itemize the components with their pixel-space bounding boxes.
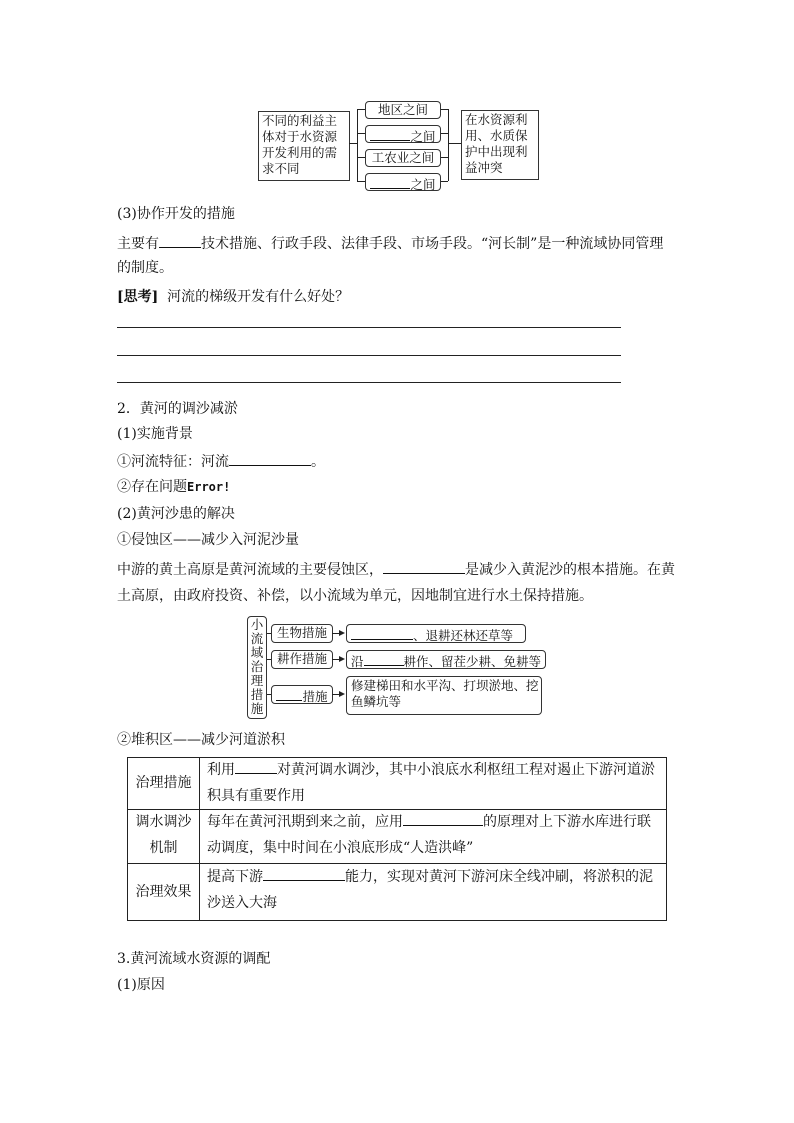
answer-line [117, 355, 621, 356]
think-question [117, 288, 349, 306]
diagram1-connector [440, 133, 448, 134]
fill-blank [159, 233, 201, 248]
think-text: 河流的梯级开发有什么好处？ [167, 289, 350, 305]
diagram1-connector [440, 181, 448, 182]
diagram1-connector [440, 109, 448, 110]
vertical-char: 流 [250, 631, 264, 646]
paragraph-line [117, 233, 663, 253]
subsection-heading: (1)原因 [117, 977, 165, 993]
vertical-char: 施 [250, 701, 264, 716]
paragraph-line: 的制度。 [117, 260, 173, 276]
diagram1-right-box [461, 110, 539, 180]
table-cell [207, 864, 663, 916]
diagram1-mid-box [365, 149, 441, 167]
section-title: 3.黄河流域水资源的调配 [117, 951, 271, 967]
diagram1-mid-box [365, 173, 441, 191]
fill-blank [263, 866, 345, 881]
vertical-char: 小 [250, 617, 264, 632]
fill-blank [229, 451, 311, 466]
diagram2-vertical-box [247, 616, 267, 719]
diagram1-right-line: 用、水质保 [465, 128, 528, 143]
table-cell-line [207, 864, 663, 890]
diagram2-label-box [271, 624, 333, 643]
table-cell-line [207, 757, 663, 783]
vertical-char: 治 [250, 659, 264, 674]
text-run: 技术措施、行政手段、法律手段、市场手段。“河长制”是一种流域协同管理 [201, 236, 664, 252]
text-run: 主要有 [117, 236, 159, 252]
diagram2-label-box [271, 650, 333, 669]
diagram2-label: 措施 [302, 689, 328, 704]
text-run: 利用 [207, 762, 235, 778]
diagram1-connector [357, 181, 365, 182]
diagram2-label-box [271, 685, 333, 704]
arrow-icon [339, 630, 345, 636]
diagram1-connector [448, 143, 461, 144]
vertical-char: 域 [250, 645, 264, 660]
text-run: ②存在问题 [117, 479, 187, 495]
fill-blank [370, 174, 410, 189]
diagram2-content-box [346, 676, 542, 715]
diagram1-right-line: 在水资源利 [465, 112, 528, 127]
diagram1-connector [349, 143, 357, 144]
text-run: 的原理对上下游水库进行联 [483, 814, 651, 830]
diagram1-left-line: 不同的利益主 [262, 113, 338, 128]
diagram1-connector [357, 109, 358, 181]
diagram1-left-line: 求不同 [262, 161, 300, 176]
answer-line [117, 327, 621, 328]
section-title: 2．黄河的调沙减淤 [117, 401, 238, 417]
arrow-icon [339, 691, 345, 697]
fill-blank [276, 686, 302, 701]
table-header-cell [128, 757, 199, 809]
table-cell-line: 沙送入大海 [207, 895, 277, 911]
diagram1-mid-box [365, 101, 441, 119]
paragraph-line: ②堆积区——减少河道淤积 [117, 732, 285, 748]
table-cell-line [207, 809, 663, 835]
table-cell [207, 809, 663, 861]
diagram1-connector [357, 109, 365, 110]
table-header-cell [128, 863, 199, 920]
text-run: 提高下游 [207, 869, 263, 885]
diagram1-mid-text: 地区之间 [377, 102, 428, 117]
paragraph-line: ①侵蚀区——减少入河泥沙量 [117, 532, 299, 548]
diagram1-mid-text: 之间 [410, 129, 436, 144]
fill-blank [383, 559, 465, 574]
answer-line [117, 382, 621, 383]
fill-blank [370, 126, 410, 141]
diagram1-mid-box [365, 125, 441, 143]
fill-blank [235, 759, 277, 774]
table-border [199, 757, 200, 921]
fill-blank [351, 625, 413, 640]
table-cell-line: 动调度，集中时间在小浪底形成“人造洪峰” [207, 840, 474, 856]
vertical-char: 理 [250, 673, 264, 688]
diagram2-content: 鱼鳞坑等 [351, 694, 402, 709]
text-run: ①河流特征：河流 [117, 454, 229, 470]
diagram1-left-line: 体对于水资源 [262, 129, 338, 144]
table-header-text: 治理效果 [135, 883, 192, 900]
section-heading: (3)协作开发的措施 [117, 206, 235, 222]
diagram2-label: 生物措施 [276, 625, 327, 640]
diagram2-content-box [346, 650, 546, 669]
diagram1-mid-text: 之间 [410, 177, 436, 192]
diagram1-left-line: 开发利用的需 [262, 145, 338, 160]
paragraph-line [117, 559, 675, 579]
text-run: 是减少入黄泥沙的根本措施。在黄 [465, 562, 675, 578]
diagram1-connector [357, 133, 365, 134]
diagram2-content: 沿 [351, 654, 364, 669]
text-run: 。 [311, 454, 325, 470]
text-run: 对黄河调水调沙，其中小浪底水利枢纽工程对遏止下游河道淤 [277, 762, 655, 778]
think-label: [思考] [117, 289, 159, 305]
diagram1-connector [357, 157, 365, 158]
error-text: Error! [187, 480, 231, 494]
diagram2-content: 耕作、留茬少耕、免耕等 [403, 654, 542, 669]
fill-blank [364, 651, 404, 666]
diagram1-left-box [258, 111, 350, 181]
table-header-cell [128, 809, 199, 863]
table-border [127, 920, 667, 921]
arrow-icon [339, 656, 345, 662]
diagram2-content: 修建梯田和水平沟、打坝淤地、挖 [351, 678, 539, 693]
fill-blank [403, 811, 483, 826]
subsection-heading: (2)黄河沙患的解决 [117, 506, 235, 522]
text-run: 能力，实现对黄河下游河床全线冲刷，将淤积的泥 [345, 869, 653, 885]
table-cell [207, 757, 663, 809]
diagram1-connector [440, 157, 448, 158]
table-header-text: 治理措施 [135, 775, 192, 791]
diagram1-right-line: 护中出现利 [465, 144, 528, 159]
table-header-text: 调水调沙 [135, 814, 192, 830]
text-run: 中游的黄土高原是黄河流域的主要侵蚀区， [117, 562, 383, 578]
diagram1-right-line: 益冲突 [465, 160, 503, 175]
paragraph-line [117, 451, 325, 471]
table-header-text: 机制 [149, 840, 178, 856]
paragraph-line: 土高原，由政府投资、补偿，以小流域为单元，因地制宜进行水土保持措施。 [117, 588, 593, 604]
diagram1-mid-text: 工农业之间 [371, 150, 435, 165]
paragraph-line [117, 478, 230, 496]
text-run: 每年在黄河汛期到来之前，应用 [207, 814, 403, 830]
diagram2-label: 耕作措施 [276, 651, 327, 666]
table-border [666, 757, 667, 921]
subsection-heading: (1)实施背景 [117, 426, 193, 442]
diagram2-content: 、退耕还林还草等 [413, 628, 514, 643]
table-cell-line: 积具有重要作用 [207, 788, 305, 804]
vertical-char: 措 [250, 687, 264, 702]
diagram1-connector [448, 109, 449, 181]
diagram2-content-box [346, 624, 526, 643]
